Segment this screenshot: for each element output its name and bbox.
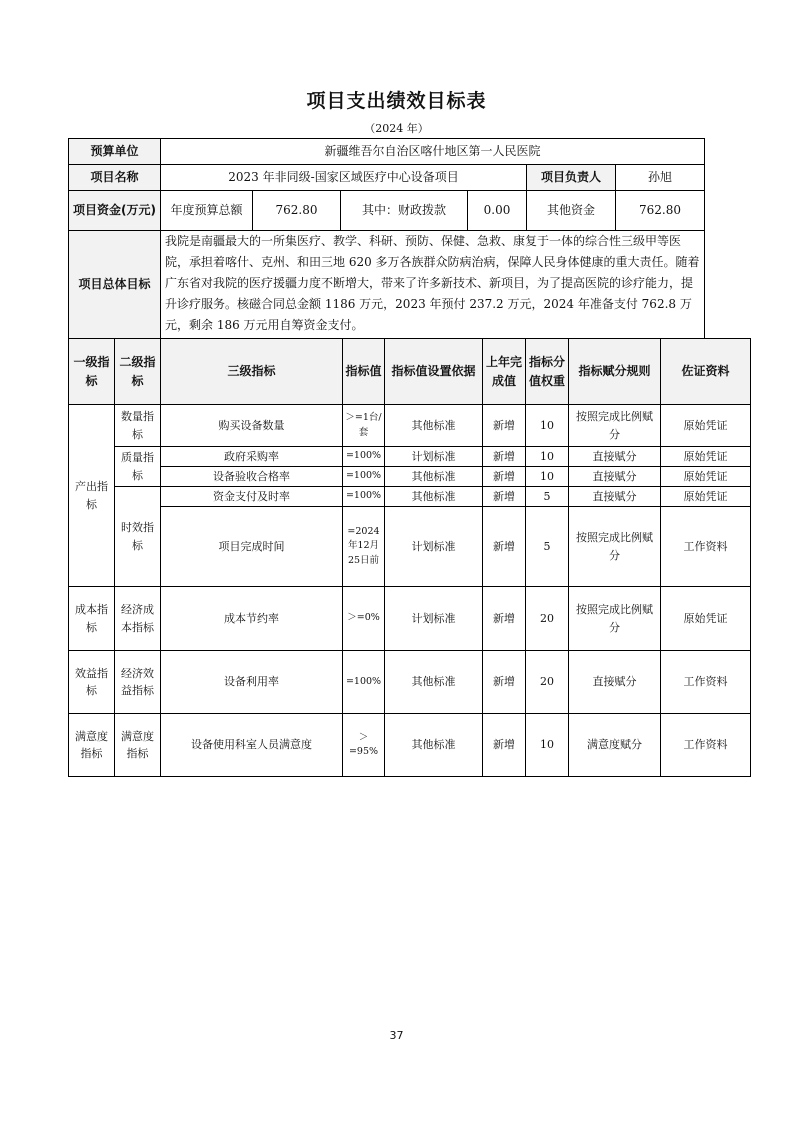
project-info-table	[68, 138, 705, 339]
level1-output: 产出指标	[69, 405, 115, 587]
other-funds-value: 762.80	[616, 191, 705, 231]
scoring-rule: 直接赋分	[569, 651, 661, 714]
scoring-rule: 直接赋分	[569, 447, 661, 467]
evidence: 原始凭证	[661, 447, 751, 467]
level1-benefit: 效益指标	[69, 651, 115, 714]
indicator-basis: 其他标准	[385, 651, 483, 714]
last-year-value: 新增	[483, 405, 526, 447]
header-level2: 二级指标	[115, 339, 161, 405]
header-basis: 指标值设置依据	[385, 339, 483, 405]
table-row	[69, 587, 751, 651]
indicator-name: 项目完成时间	[161, 507, 343, 587]
budget-unit-label: 预算单位	[69, 139, 161, 165]
table-row	[69, 405, 751, 447]
scoring-rule: 满意度赋分	[569, 714, 661, 777]
indicator-basis: 其他标准	[385, 467, 483, 487]
indicator-name: 购买设备数量	[161, 405, 343, 447]
indicator-value: =100%	[343, 651, 385, 714]
overall-goal-text: 我院是南疆最大的一所集医疗、教学、科研、预防、保健、急救、康复于一体的综合性三级甲等医院，承担着喀什、克州、和田三地 620 多万各族群众防病治病，保障人民身体健康的重大责任。随着广东省对我院的医疗援疆力度不断增大，带来了许多新技术、新项目，为了提高医院的诊疗能力，提升诊疗服务。核磁合同总金额 1186 万元，2023 年预付 237.2 万元，2024 年准备支付 762.8 万元，剩余 186 万元用自筹资金支付。	[161, 231, 705, 339]
indicator-value: =2024年12月25日前	[343, 507, 385, 587]
project-manager-value: 孙旭	[616, 165, 705, 191]
annual-budget-value: 762.80	[253, 191, 341, 231]
budget-unit-value: 新疆维吾尔自治区喀什地区第一人民医院	[161, 139, 705, 165]
indicator-value: =100%	[343, 447, 385, 467]
indicator-basis: 其他标准	[385, 405, 483, 447]
indicator-name: 设备利用率	[161, 651, 343, 714]
indicator-name: 设备验收合格率	[161, 467, 343, 487]
last-year-value: 新增	[483, 587, 526, 651]
indicator-basis: 其他标准	[385, 714, 483, 777]
evidence: 工作资料	[661, 651, 751, 714]
evidence: 原始凭证	[661, 487, 751, 507]
overall-goal-label: 项目总体目标	[69, 231, 161, 339]
last-year-value: 新增	[483, 467, 526, 487]
indicator-weight: 20	[526, 651, 569, 714]
last-year-value: 新增	[483, 507, 526, 587]
indicator-weight: 5	[526, 487, 569, 507]
project-manager-label: 项目负责人	[527, 165, 616, 191]
header-evidence: 佐证资料	[661, 339, 751, 405]
level2-timeliness: 时效指标	[115, 487, 161, 587]
indicator-value: ＞=1台/套	[343, 405, 385, 447]
project-name-value: 2023 年非同级-国家区域医疗中心设备项目	[161, 165, 527, 191]
table-row	[69, 487, 751, 507]
header-indicator-value: 指标值	[343, 339, 385, 405]
fiscal-allocation-value: 0.00	[468, 191, 527, 231]
page-title: 项目支出绩效目标表	[306, 90, 487, 112]
indicator-table	[68, 338, 751, 777]
last-year-value: 新增	[483, 714, 526, 777]
indicator-name: 成本节约率	[161, 587, 343, 651]
indicator-weight: 20	[526, 587, 569, 651]
level1-satisfaction: 满意度指标	[69, 714, 115, 777]
indicator-basis: 计划标准	[385, 447, 483, 467]
header-scoring-rule: 指标赋分规则	[569, 339, 661, 405]
indicator-name: 设备使用科室人员满意度	[161, 714, 343, 777]
indicator-weight: 5	[526, 507, 569, 587]
level2-economic-benefit: 经济效益指标	[115, 651, 161, 714]
evidence: 原始凭证	[661, 467, 751, 487]
indicator-weight: 10	[526, 467, 569, 487]
project-name-label: 项目名称	[69, 165, 161, 191]
evidence: 原始凭证	[661, 587, 751, 651]
year-label: （2024 年）	[364, 122, 429, 135]
table-row	[69, 507, 751, 587]
level2-satisfaction: 满意度指标	[115, 714, 161, 777]
table-row	[69, 467, 751, 487]
level2-quantity: 数量指标	[115, 405, 161, 447]
evidence: 工作资料	[661, 507, 751, 587]
indicator-value: =100%	[343, 467, 385, 487]
indicator-value: ＞=95%	[343, 714, 385, 777]
level1-cost: 成本指标	[69, 587, 115, 651]
indicator-value: =100%	[343, 487, 385, 507]
scoring-rule: 按照完成比例赋分	[569, 587, 661, 651]
scoring-rule: 按照完成比例赋分	[569, 405, 661, 447]
level2-economic-cost: 经济成本指标	[115, 587, 161, 651]
indicator-name: 政府采购率	[161, 447, 343, 467]
last-year-value: 新增	[483, 447, 526, 467]
scoring-rule: 按照完成比例赋分	[569, 507, 661, 587]
evidence: 工作资料	[661, 714, 751, 777]
project-funds-label: 项目资金(万元)	[69, 191, 161, 231]
indicator-weight: 10	[526, 447, 569, 467]
indicator-value: ＞=0%	[343, 587, 385, 651]
table-row	[69, 447, 751, 467]
header-weight: 指标分值权重	[526, 339, 569, 405]
other-funds-label: 其他资金	[527, 191, 616, 231]
scoring-rule: 直接赋分	[569, 467, 661, 487]
page-number: 37	[389, 1029, 404, 1042]
indicator-basis: 计划标准	[385, 507, 483, 587]
indicator-name: 资金支付及时率	[161, 487, 343, 507]
indicator-weight: 10	[526, 405, 569, 447]
last-year-value: 新增	[483, 487, 526, 507]
level2-quality: 质量指标	[115, 447, 161, 487]
indicator-basis: 计划标准	[385, 587, 483, 651]
scoring-rule: 直接赋分	[569, 487, 661, 507]
indicator-weight: 10	[526, 714, 569, 777]
table-row	[69, 651, 751, 714]
header-level3: 三级指标	[161, 339, 343, 405]
table-row	[69, 714, 751, 777]
header-level1: 一级指标	[69, 339, 115, 405]
annual-budget-label: 年度预算总额	[161, 191, 253, 231]
indicator-basis: 其他标准	[385, 487, 483, 507]
header-last-year: 上年完成值	[483, 339, 526, 405]
fiscal-allocation-label: 其中：财政拨款	[341, 191, 468, 231]
evidence: 原始凭证	[661, 405, 751, 447]
last-year-value: 新增	[483, 651, 526, 714]
